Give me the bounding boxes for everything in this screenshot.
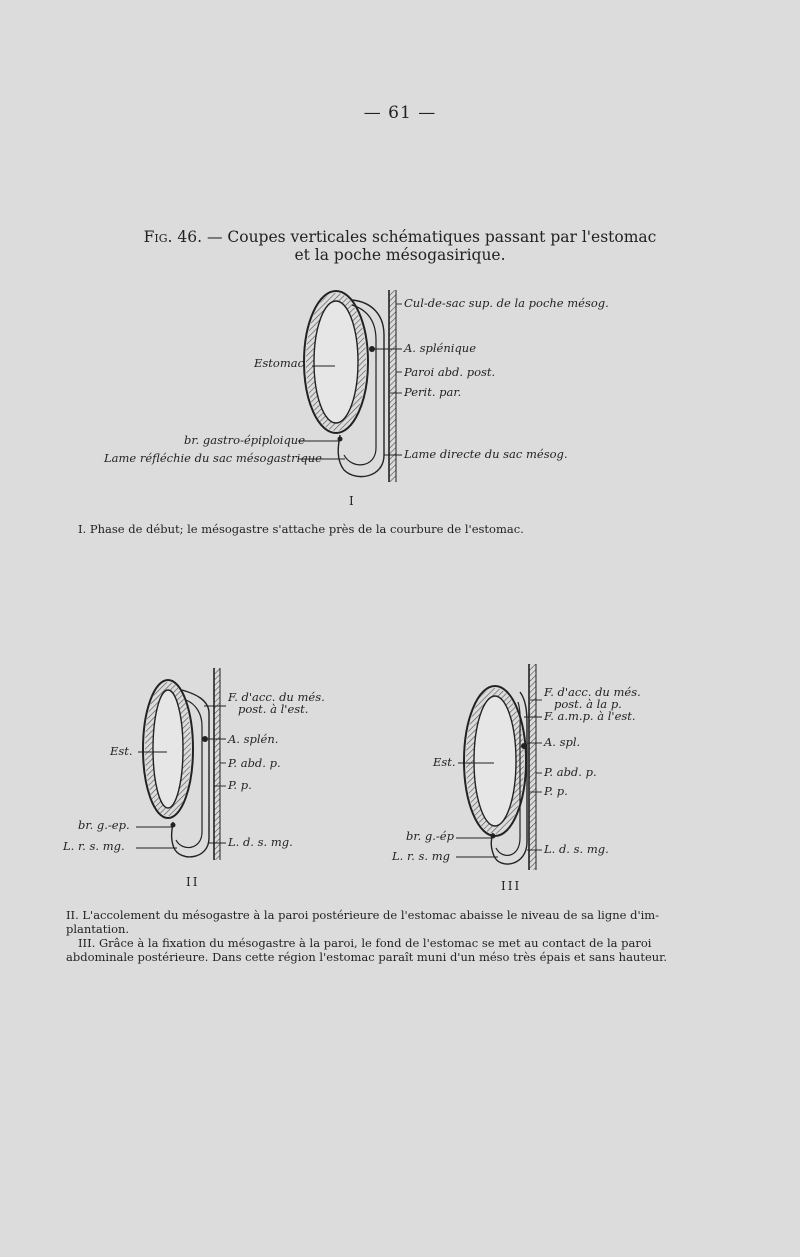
label-l-d-s-mg-II: L. d. s. mg.: [228, 835, 293, 849]
roman-II: II: [186, 875, 200, 889]
diagram-III: [456, 664, 542, 870]
label-a-spl-III: A. spl.: [544, 735, 581, 749]
label-est-II: Est.: [110, 744, 133, 758]
label-perit: Perit. par.: [404, 385, 462, 399]
label-br-gastro: br. gastro-épiploique: [184, 433, 306, 447]
stomach-I: [304, 291, 368, 433]
splenic-artery-II: [202, 736, 208, 742]
posterior-wall-III: [529, 664, 536, 870]
label-paroi: Paroi abd. post.: [404, 365, 496, 379]
figure-title: — Coupes verticales schématiques passant par l'estomac: [202, 228, 657, 246]
label-f-acc-II-2: post. à l'est.: [238, 702, 309, 716]
label-p-abd-II: P. abd. p.: [228, 756, 281, 770]
legend-II-line-2: plantation.: [66, 922, 130, 936]
page-number: — 61 —: [363, 103, 437, 123]
label-l-r-s-mg-II: L. r. s. mg.: [63, 839, 125, 853]
label-cul-de-sac: Cul-de-sac sup. de la poche mésog.: [404, 296, 609, 310]
label-lame-directe: Lame directe du sac mésog.: [404, 447, 568, 461]
label-a-splenique: A. splénique: [404, 341, 477, 355]
posterior-wall-I: [389, 290, 396, 482]
stomach-II: [143, 680, 193, 818]
label-p-p-II: P. p.: [228, 778, 252, 792]
label-l-d-s-mg-III: L. d. s. mg.: [544, 842, 609, 856]
label-f-acc-III-1: F. d'acc. du més.: [544, 685, 641, 699]
label-p-abd-III: P. abd. p.: [544, 765, 597, 779]
posterior-wall-II: [214, 668, 220, 860]
legend-III-line-2: abdominale postérieure. Dans cette région l'estomac paraît muni d'un méso très épais et sans hauteur.: [66, 950, 668, 964]
label-br-g-ep-III: br. g.-ép: [406, 829, 454, 843]
label-l-r-s-mg-III: L. r. s. mg: [392, 849, 450, 863]
splenic-artery-III: [521, 743, 527, 749]
label-f-acc-II-1: F. d'acc. du més.: [228, 690, 325, 704]
label-a-splen-II: A. splén.: [228, 732, 279, 746]
roman-III: III: [501, 879, 522, 893]
stomach-III: [464, 686, 526, 836]
label-f-acc-III-2: post. à la p.: [554, 697, 622, 711]
label-p-p-III: P. p.: [544, 784, 568, 798]
label-estomac: Estomac: [254, 356, 305, 370]
figure-caption-line-2: et la poche mésogasirique.: [294, 246, 506, 264]
diagram-II: [136, 668, 226, 860]
roman-I: I: [349, 494, 356, 508]
figure-label: Fig. 46.: [143, 228, 203, 246]
legend-III-line-1: III. Grâce à la fixation du mésogastre à la paroi, le fond de l'estomac se met au contact de la paroi: [78, 936, 652, 950]
legend-II-line-1: II. L'accolement du mésogastre à la paroi postérieure de l'estomac abaisse le niveau de sa ligne d'im-: [66, 908, 660, 922]
label-f-amp-III: F. a.m.p. à l'est.: [544, 709, 636, 723]
splenic-artery-I: [369, 346, 375, 352]
label-br-g-ep-II: br. g.-ep.: [78, 818, 130, 832]
legend-I: I. Phase de début; le mésogastre s'attache près de la courbure de l'estomac.: [78, 522, 524, 536]
label-lame-reflechie: Lame réfléchie du sac mésogastrique: [104, 451, 322, 465]
label-est-III: Est.: [433, 755, 456, 769]
